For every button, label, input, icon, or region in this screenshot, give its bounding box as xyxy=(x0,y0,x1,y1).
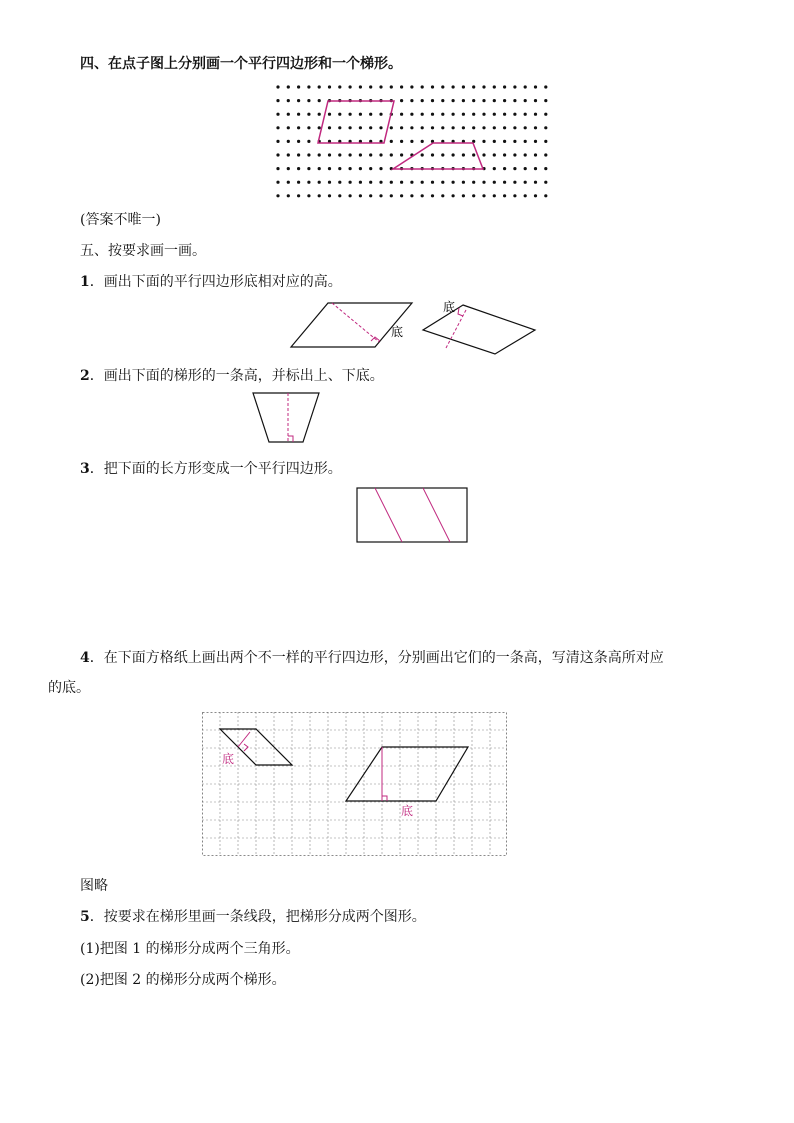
grid-dot xyxy=(410,113,413,116)
grid-dot xyxy=(349,181,352,184)
grid-dot xyxy=(297,181,300,184)
grid-dot xyxy=(287,194,290,197)
grid-dot xyxy=(338,113,341,116)
grid-dot xyxy=(359,113,362,116)
grid-dot xyxy=(544,85,547,88)
grid-dot xyxy=(297,194,300,197)
grid-dot xyxy=(421,181,424,184)
grid-dot xyxy=(318,153,321,156)
grid-dot xyxy=(307,167,310,170)
grid-dot xyxy=(338,153,341,156)
grid-dot xyxy=(400,113,403,116)
grid-dot xyxy=(472,85,475,88)
q1-parallelograms xyxy=(285,295,545,357)
grid-dot xyxy=(379,113,382,116)
grid-dot xyxy=(441,153,444,156)
answer-parallelogram xyxy=(318,101,394,143)
q1-base-label-right: 底 xyxy=(443,300,456,314)
q1-rhombus-right xyxy=(423,305,535,354)
grid-dot xyxy=(544,167,547,170)
grid-dot xyxy=(544,194,547,197)
grid-dot xyxy=(369,153,372,156)
grid-dot xyxy=(410,181,413,184)
grid-dot xyxy=(421,113,424,116)
grid-dot xyxy=(534,126,537,129)
question-2-number: 2 xyxy=(80,368,90,384)
grid-dot xyxy=(482,113,485,116)
question-5-sub-2: (2)把图 2 的梯形分成两个梯形。 xyxy=(80,972,286,988)
grid-dot xyxy=(338,194,341,197)
grid-dot xyxy=(410,194,413,197)
grid-dot xyxy=(276,181,279,184)
q4-right-angle-small xyxy=(244,744,248,751)
grid-dot xyxy=(400,140,403,143)
grid-dot xyxy=(524,126,527,129)
grid-dot xyxy=(452,181,455,184)
grid-dot xyxy=(503,167,506,170)
grid-dot xyxy=(472,99,475,102)
grid-dot xyxy=(318,85,321,88)
grid-dot xyxy=(513,167,516,170)
question-3: 3．把下面的长方形变成一个平行四边形。 xyxy=(80,461,342,477)
grid-dot xyxy=(400,99,403,102)
grid-dot xyxy=(379,194,382,197)
grid-dot xyxy=(544,99,547,102)
grid-dot xyxy=(462,181,465,184)
grid-dot xyxy=(369,85,372,88)
grid-dot xyxy=(482,99,485,102)
grid-dot xyxy=(503,181,506,184)
grid-dot xyxy=(431,153,434,156)
grid-dot xyxy=(493,85,496,88)
grid-dot xyxy=(338,85,341,88)
question-3-text: 把下面的长方形变成一个平行四边形。 xyxy=(103,461,342,477)
grid-dot xyxy=(513,194,516,197)
grid-dot xyxy=(410,99,413,102)
grid-dot xyxy=(276,194,279,197)
grid-dot xyxy=(482,194,485,197)
grid-dot xyxy=(369,167,372,170)
grid-dot xyxy=(524,181,527,184)
grid-dot xyxy=(287,153,290,156)
grid-dot xyxy=(534,181,537,184)
q4-base-label-large: 底 xyxy=(401,804,414,818)
section4-note: (答案不唯一) xyxy=(80,212,161,228)
question-4-number: 4 xyxy=(80,650,90,666)
grid-dot xyxy=(441,85,444,88)
grid-dot xyxy=(524,85,527,88)
grid-dot xyxy=(410,85,413,88)
grid-dot xyxy=(441,194,444,197)
grid-dot xyxy=(400,126,403,129)
grid-dot xyxy=(297,167,300,170)
grid-dot xyxy=(297,126,300,129)
grid-dot xyxy=(482,126,485,129)
grid-dot xyxy=(390,85,393,88)
grid-dot xyxy=(338,126,341,129)
grid-dot xyxy=(276,113,279,116)
grid-dot xyxy=(328,113,331,116)
grid-dot xyxy=(431,181,434,184)
grid-dot xyxy=(524,194,527,197)
grid-dot xyxy=(462,126,465,129)
grid-dot xyxy=(369,113,372,116)
q3-answer-line-1 xyxy=(375,488,402,542)
grid-dot xyxy=(287,181,290,184)
grid-dot xyxy=(307,153,310,156)
grid-dot xyxy=(359,153,362,156)
grid-dot xyxy=(307,181,310,184)
grid-dot xyxy=(493,153,496,156)
grid-dot xyxy=(359,85,362,88)
question-5-text: 按要求在梯形里画一条线段，把梯形分成两个图形。 xyxy=(103,909,426,925)
q4-height-small xyxy=(238,732,250,747)
grid-dot xyxy=(534,85,537,88)
grid-dot xyxy=(410,140,413,143)
grid-dot xyxy=(513,99,516,102)
grid-dot xyxy=(503,194,506,197)
grid-dot xyxy=(493,167,496,170)
grid-dot xyxy=(544,140,547,143)
grid-dot xyxy=(318,99,321,102)
q3-answer-line-2 xyxy=(423,488,450,542)
grid-dot xyxy=(452,126,455,129)
grid-dot xyxy=(400,153,403,156)
grid-dot xyxy=(534,194,537,197)
grid-dot xyxy=(390,153,393,156)
grid-dot xyxy=(349,153,352,156)
grid-dot xyxy=(524,113,527,116)
grid-dot xyxy=(276,85,279,88)
grid-dot xyxy=(544,181,547,184)
grid-dot xyxy=(390,126,393,129)
grid-dot xyxy=(276,140,279,143)
grid-dot xyxy=(441,181,444,184)
question-5-sub-1: (1)把图 1 的梯形分成两个三角形。 xyxy=(80,941,300,957)
grid-dot xyxy=(307,85,310,88)
grid-dot xyxy=(318,167,321,170)
grid-dot xyxy=(338,181,341,184)
grid-dot xyxy=(421,126,424,129)
grid-dot xyxy=(276,167,279,170)
grid-dot xyxy=(482,181,485,184)
grid-dot xyxy=(431,85,434,88)
question-1: 1．画出下面的平行四边形底相对应的高。 xyxy=(80,274,342,290)
question-1-number: 1 xyxy=(80,274,90,290)
grid-dot xyxy=(287,140,290,143)
grid-dot xyxy=(513,181,516,184)
grid-dot xyxy=(379,167,382,170)
grid-dot xyxy=(421,99,424,102)
grid-dot xyxy=(431,194,434,197)
grid-dot xyxy=(379,85,382,88)
grid-dot xyxy=(307,113,310,116)
grid-dot xyxy=(472,126,475,129)
grid-dot xyxy=(503,126,506,129)
grid-dot xyxy=(328,153,331,156)
grid-dot xyxy=(421,85,424,88)
grid-dot xyxy=(369,181,372,184)
grid-dot xyxy=(524,153,527,156)
grid-dot xyxy=(493,113,496,116)
grid-dot xyxy=(452,194,455,197)
grid-dot xyxy=(472,194,475,197)
grid-dot xyxy=(493,194,496,197)
grid-dot xyxy=(452,113,455,116)
grid-dot xyxy=(421,194,424,197)
grid-dot xyxy=(297,113,300,116)
grid-dot xyxy=(482,140,485,143)
grid-dot xyxy=(390,181,393,184)
grid-dot xyxy=(472,153,475,156)
grid-dot xyxy=(513,140,516,143)
grid-dot xyxy=(431,126,434,129)
grid-dot xyxy=(287,99,290,102)
q1-height-left xyxy=(332,303,379,342)
question-2-text: 画出下面的梯形的一条高，并标出上、下底。 xyxy=(103,368,384,384)
grid-dot xyxy=(493,181,496,184)
q2-right-angle xyxy=(288,436,293,442)
grid-dot xyxy=(349,167,352,170)
grid-dot xyxy=(318,181,321,184)
grid-dot xyxy=(379,181,382,184)
grid-dot xyxy=(276,153,279,156)
grid-dot xyxy=(349,126,352,129)
grid-dot xyxy=(307,99,310,102)
grid-dot xyxy=(318,126,321,129)
grid-dot xyxy=(276,126,279,129)
question-4-text-1: 在下面方格纸上画出两个不一样的平行四边形，分别画出它们的一条高，写清这条高所对应 xyxy=(103,650,664,666)
grid-dot xyxy=(328,167,331,170)
grid-dot xyxy=(287,167,290,170)
grid-dot xyxy=(452,85,455,88)
grid-dot xyxy=(421,153,424,156)
q1-base-label-left: 底 xyxy=(391,325,404,339)
q3-rectangle xyxy=(355,486,470,544)
q4-grid-paper xyxy=(202,712,508,857)
grid-lines xyxy=(202,712,507,856)
grid-dot xyxy=(297,99,300,102)
question-5: 5．按要求在梯形里画一条线段，把梯形分成两个图形。 xyxy=(80,909,426,925)
grid-dot xyxy=(297,140,300,143)
grid-dot xyxy=(472,181,475,184)
q1-right-angle-right xyxy=(458,308,463,316)
grid-dot xyxy=(452,153,455,156)
grid-dot xyxy=(513,126,516,129)
grid-dot xyxy=(349,194,352,197)
grid-dot xyxy=(349,85,352,88)
grid-dot xyxy=(462,85,465,88)
grid-dot xyxy=(359,167,362,170)
grid-dot xyxy=(534,140,537,143)
grid-dot xyxy=(493,140,496,143)
grid-dot xyxy=(513,153,516,156)
grid-dot xyxy=(513,113,516,116)
grid-dot xyxy=(390,194,393,197)
grid-dot xyxy=(441,113,444,116)
grid-dot xyxy=(338,167,341,170)
grid-dot xyxy=(379,126,382,129)
grid-dot xyxy=(369,126,372,129)
grid-dot xyxy=(287,126,290,129)
grid-dot xyxy=(462,194,465,197)
q3-rectangle-shape xyxy=(357,488,467,542)
grid-dot xyxy=(524,99,527,102)
grid-dot xyxy=(297,85,300,88)
grid-dot xyxy=(328,85,331,88)
grid-dot xyxy=(524,140,527,143)
q4-base-label-small: 底 xyxy=(222,752,235,766)
grid-dot xyxy=(493,126,496,129)
grid-dot xyxy=(359,181,362,184)
grid-dot xyxy=(318,113,321,116)
grid-dot xyxy=(276,99,279,102)
grid-dot xyxy=(307,194,310,197)
grid-dot xyxy=(482,153,485,156)
grid-dot xyxy=(452,99,455,102)
grid-dot xyxy=(400,85,403,88)
grid-dot xyxy=(287,85,290,88)
question-5-number: 5 xyxy=(80,909,90,925)
question-3-number: 3 xyxy=(80,461,90,477)
grid-dot xyxy=(400,194,403,197)
grid-dot xyxy=(318,194,321,197)
grid-dot xyxy=(297,153,300,156)
grid-dot xyxy=(544,113,547,116)
grid-dot xyxy=(410,126,413,129)
grid-dot xyxy=(359,126,362,129)
grid-dot xyxy=(462,99,465,102)
question-2: 2．画出下面的梯形的一条高，并标出上、下底。 xyxy=(80,368,384,384)
grid-dot xyxy=(503,99,506,102)
grid-dot xyxy=(390,140,393,143)
grid-dot xyxy=(307,126,310,129)
question-1-text: 画出下面的平行四边形底相对应的高。 xyxy=(103,274,342,290)
grid-dot xyxy=(441,99,444,102)
answer-trapezoid xyxy=(393,143,483,169)
grid-dot xyxy=(462,113,465,116)
dot-grid-figure xyxy=(270,80,560,205)
q2-trapezoid-shape xyxy=(253,393,319,442)
grid-dot xyxy=(307,140,310,143)
q2-trapezoid xyxy=(250,390,330,448)
grid-dot xyxy=(534,113,537,116)
grid-dot xyxy=(482,85,485,88)
grid-dot xyxy=(369,194,372,197)
grid-dot xyxy=(472,113,475,116)
grid-dot xyxy=(544,153,547,156)
grid-dot xyxy=(544,126,547,129)
grid-dot xyxy=(441,126,444,129)
grid-dot xyxy=(379,153,382,156)
grid-dot xyxy=(513,85,516,88)
grid-dot xyxy=(534,153,537,156)
grid-dot xyxy=(349,113,352,116)
grid-dot xyxy=(359,194,362,197)
grid-dot xyxy=(328,194,331,197)
grid-dot xyxy=(287,113,290,116)
grid-dot xyxy=(524,167,527,170)
grid-dot xyxy=(400,181,403,184)
grid-dot xyxy=(328,126,331,129)
grid-dot xyxy=(503,113,506,116)
grid-dot xyxy=(328,181,331,184)
question-4-line-2: 的底。 xyxy=(48,680,90,696)
section4-heading: 四、在点子图上分别画一个平行四边形和一个梯形。 xyxy=(80,56,402,72)
grid-dot xyxy=(534,99,537,102)
grid-dot xyxy=(431,99,434,102)
grid-dot xyxy=(431,113,434,116)
question-4-note: 图略 xyxy=(80,878,108,894)
grid-dot xyxy=(421,140,424,143)
q4-right-angle-large xyxy=(382,796,387,801)
grid-dot xyxy=(503,153,506,156)
grid-dot xyxy=(503,140,506,143)
grid-dot xyxy=(534,167,537,170)
question-4-line-1: 4．在下面方格纸上画出两个不一样的平行四边形，分别画出它们的一条高，写清这条高所对应 xyxy=(80,650,664,666)
grid-dot xyxy=(503,85,506,88)
grid-dot xyxy=(493,99,496,102)
dot-grid xyxy=(276,85,547,197)
section5-heading: 五、按要求画一画。 xyxy=(80,243,206,259)
grid-dot xyxy=(462,153,465,156)
